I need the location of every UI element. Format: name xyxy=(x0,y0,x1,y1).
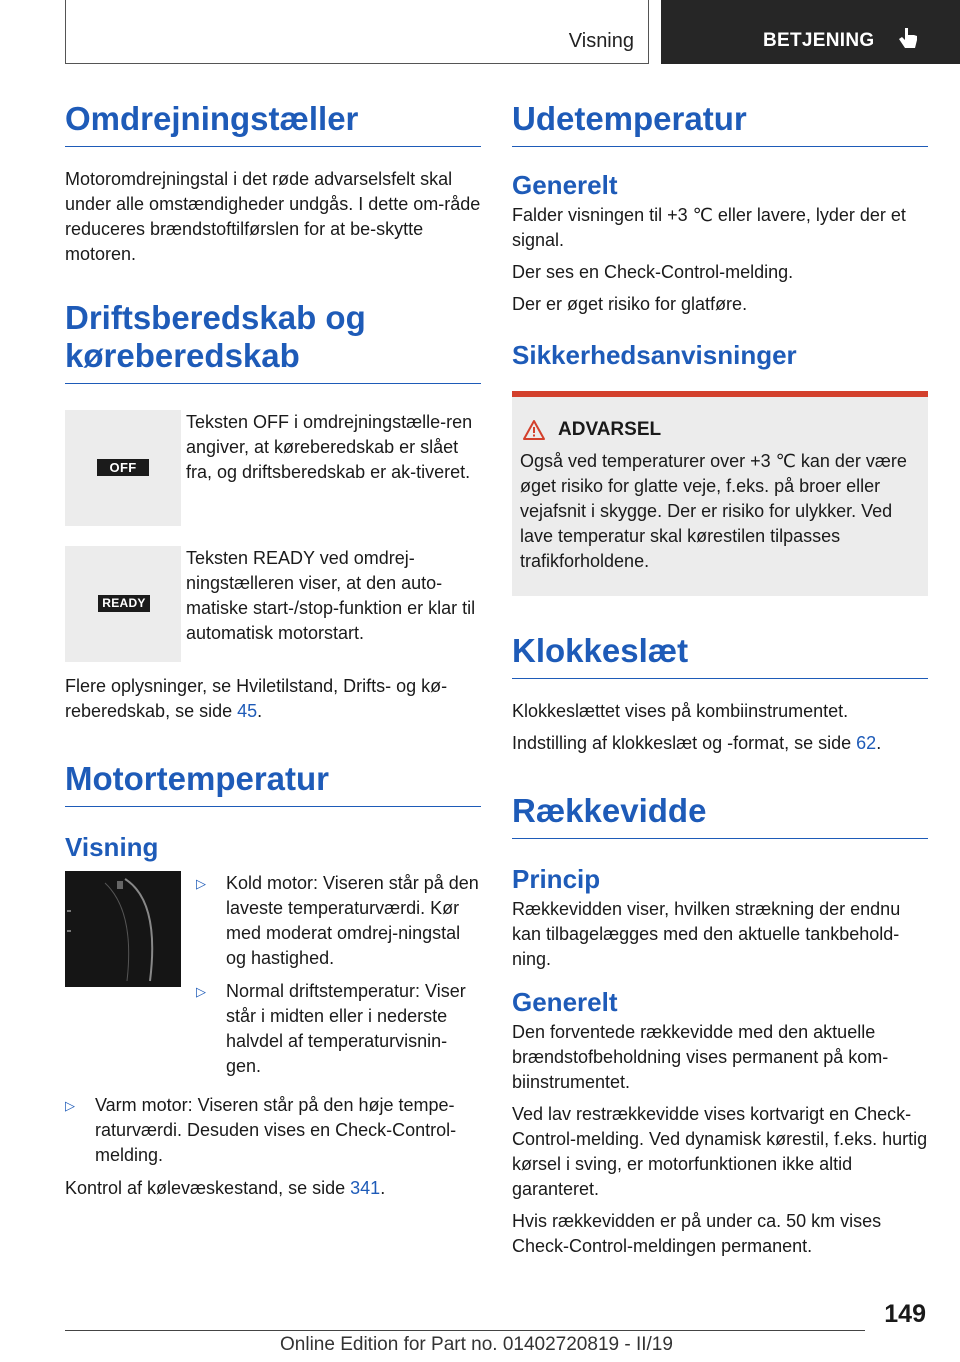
temperature-gauge-image xyxy=(65,871,181,987)
ready-figure-row xyxy=(65,546,481,662)
ready-display-image xyxy=(65,546,181,662)
temp-gauge-row xyxy=(65,871,481,1103)
bullet-cold xyxy=(196,871,481,971)
drift-more-info xyxy=(65,674,481,724)
raekke-p2: Den forventede rækkevidde med den aktuelle brændstofbeholdning vises permanent på kom-biinstrumentet. xyxy=(512,1022,889,1092)
raekke-p1: Rækkevidden viser, hvilken strækning der endnu kan tilbagelægges med den aktuelle tankbehold-ning. xyxy=(512,899,901,969)
page-link-45[interactable]: 45 xyxy=(237,701,258,721)
page-link-62[interactable]: 62 xyxy=(856,733,877,753)
raekke-p3: Ved lav restrækkevidde vises kortvarigt en Check-Control-melding. Ved dynamisk kørestil, f.eks. hurtig kørsel i sving, er motorfunktionen ikke altid garanteret. xyxy=(512,1104,928,1199)
right-column xyxy=(512,100,928,1259)
chapter-label: BETJENING xyxy=(763,30,875,51)
klokke-p2-prefix: Indstilling af klokkeslæt og -format, se side xyxy=(512,733,857,753)
subheading-visning: Visning xyxy=(65,832,159,862)
coolant-prefix: Kontrol af kølevæskestand, se side xyxy=(65,1178,351,1198)
klokke-p1: Klokkeslættet vises på kombiinstrumentet. xyxy=(512,701,849,721)
page-link-341[interactable]: 341 xyxy=(350,1178,381,1198)
ude-p3: Der er øget risiko for glatføre. xyxy=(512,294,748,314)
heading-klokkeslaet: Klokkeslæt xyxy=(512,632,928,679)
triangle-bullet-icon: ▷ xyxy=(196,876,206,891)
header-section-box xyxy=(65,0,649,64)
footer-edition: Online Edition for Part no. 01402720819 - II/19 xyxy=(280,1334,673,1355)
gauge-bullets xyxy=(196,871,481,1079)
warning-text: Også ved temperaturer over +3 ℃ kan der være øget risiko for glatte veje, f.eks. på broer eller vejafsnit i skygge. Der er risiko for ulykker. Ved lave temperatur skal kørestilen tilpasses trafikforholdene. xyxy=(520,451,907,571)
footer-divider xyxy=(65,1330,865,1331)
page-number: 149 xyxy=(884,1300,926,1328)
subheading-sikkerhed: Sikkerhedsanvisninger xyxy=(512,340,797,370)
ude-p1: Falder visningen til +3 ℃ eller lavere, lyder der et signal. xyxy=(512,205,906,250)
off-description: Teksten OFF i omdrejningstælle-ren angiver, at køreberedskab er slået fra, og driftsberedskab er ak-tiveret. xyxy=(186,412,473,482)
bullet-normal xyxy=(196,979,481,1079)
bullet-hot-text: Varm motor: Viseren står på den høje tempe-raturværdi. Desuden vises en Check-Control-melding. xyxy=(95,1095,457,1165)
off-display-label: OFF xyxy=(97,459,149,476)
left-column xyxy=(65,100,481,1201)
raekke-p4: Hvis rækkevidden er på under ca. 50 km vises Check-Control-meldingen permanent. xyxy=(512,1211,882,1256)
subheading-princip: Princip xyxy=(512,864,601,894)
klokke-p2-suffix: . xyxy=(876,733,882,753)
ude-p2: Der ses en Check-Control-melding. xyxy=(512,262,794,282)
coolant-suffix: . xyxy=(380,1178,386,1198)
heading-driftsberedskab-line2: køreberedskab xyxy=(65,337,300,374)
drift-more-prefix: Flere oplysninger, se Hviletilstand, Drifts- og kø-reberedskab, se side xyxy=(65,676,448,721)
heading-omdrejningstaeller: Omdrejningstæller xyxy=(65,100,481,147)
ready-display-label: READY xyxy=(98,595,150,612)
heading-motortemperatur: Motortemperatur xyxy=(65,760,481,807)
ready-description: Teksten READY ved omdrej-ningstælleren viser, at den auto-matiske start-/stop-funktion er klar til automatisk motorstart. xyxy=(186,548,476,643)
gauge-needle-icon xyxy=(65,871,181,987)
off-display-image xyxy=(65,410,181,526)
heading-udetemperatur: Udetemperatur xyxy=(512,100,928,147)
subheading-generelt-2: Generelt xyxy=(512,987,618,1017)
pointing-hand-icon xyxy=(897,26,919,52)
drift-more-suffix: . xyxy=(257,701,263,721)
bullet-normal-text: Normal driftstemperatur: Viser står i midten eller i nederste halvdel af temperaturvisnin-gen. xyxy=(226,981,466,1076)
heading-raekkevidde: Rækkevidde xyxy=(512,792,928,839)
triangle-bullet-icon: ▷ xyxy=(65,1098,75,1113)
warning-box xyxy=(512,391,928,596)
chapter-tab xyxy=(661,0,960,64)
warning-triangle-icon xyxy=(522,419,546,441)
off-figure-row xyxy=(65,410,481,526)
warning-title xyxy=(520,419,920,441)
header-section-title: Visning xyxy=(568,30,634,52)
omdrejning-text: Motoromdrejningstal i det røde advarselsfelt skal under alle omstændigheder undgås. I dette om-råde reduceres brændstoftilførslen for at be-skytte motoren. xyxy=(65,169,481,264)
triangle-bullet-icon: ▷ xyxy=(196,984,206,999)
heading-driftsberedskab-line1: Driftsberedskab og xyxy=(65,299,366,336)
warning-title-text: ADVARSEL xyxy=(558,419,662,440)
bullet-cold-text: Kold motor: Viseren står på den laveste temperaturværdi. Kør med moderat omdrej-ningstal og hastighed. xyxy=(226,873,479,968)
coolant-check xyxy=(65,1176,481,1201)
klokke-p2 xyxy=(512,731,928,756)
bullet-hot xyxy=(65,1093,481,1168)
subheading-generelt-1: Generelt xyxy=(512,170,618,200)
heading-driftsberedskab xyxy=(65,299,481,384)
